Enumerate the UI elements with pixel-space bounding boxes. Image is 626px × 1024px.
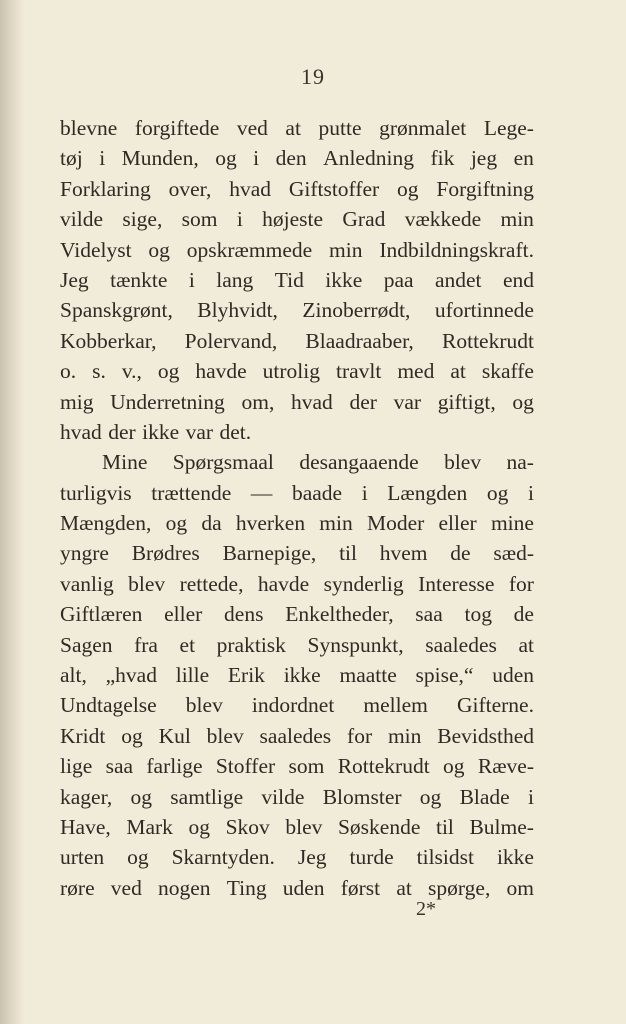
- word: da: [201, 511, 222, 536]
- word: spise,“: [415, 663, 474, 688]
- text-line: [60, 417, 534, 447]
- word: hvad: [60, 419, 102, 444]
- word: Stoffer: [215, 754, 276, 779]
- word: Rottekrudt: [442, 328, 534, 353]
- word: utrolig: [262, 359, 321, 384]
- word: tilsidst: [416, 845, 474, 870]
- word: og: [148, 237, 170, 262]
- word: i: [527, 784, 534, 809]
- text-line: [60, 508, 534, 538]
- word: hvad: [229, 176, 271, 201]
- word: lige: [60, 754, 93, 779]
- word: i: [253, 146, 260, 171]
- word: end: [502, 267, 534, 292]
- word: urten: [60, 845, 105, 870]
- word: blev: [444, 450, 482, 475]
- word: ufortinnede: [434, 298, 534, 323]
- word: med: [397, 359, 435, 384]
- word: yngre: [60, 541, 109, 566]
- text-line: [60, 113, 534, 143]
- word: Grad: [342, 207, 386, 232]
- word: turligvis: [60, 480, 132, 505]
- word: min: [329, 237, 363, 262]
- word: og: [157, 359, 180, 384]
- word: forgiftede: [134, 116, 220, 140]
- word: mellem: [363, 693, 428, 718]
- word: Blade: [459, 784, 510, 809]
- text-line: [60, 812, 534, 842]
- word: og: [165, 511, 188, 536]
- word: i: [528, 480, 534, 505]
- word: og: [127, 845, 149, 870]
- word: og: [215, 146, 237, 171]
- word: Jeg: [60, 267, 89, 292]
- word: Spanskgrønt,: [60, 298, 173, 323]
- word: andet: [434, 267, 482, 292]
- word: fik: [430, 146, 455, 171]
- word: saa: [415, 602, 443, 627]
- word: Blomster: [322, 784, 402, 809]
- word: i: [236, 207, 243, 232]
- word: der: [349, 389, 377, 414]
- word: paa: [383, 267, 414, 292]
- word: Forklaring: [60, 176, 151, 201]
- word: og: [419, 784, 442, 809]
- word: Munden,: [121, 146, 199, 171]
- text-line: [60, 326, 534, 356]
- word: „hvad: [105, 663, 157, 688]
- word: Tid: [274, 267, 304, 292]
- word: v.,: [121, 359, 142, 384]
- word: om: [506, 875, 534, 900]
- word: dens: [224, 602, 264, 627]
- word: o.: [60, 359, 77, 384]
- text-line: [60, 265, 534, 295]
- word: jeg: [470, 146, 498, 171]
- word: til: [339, 541, 357, 566]
- word: tøj: [60, 146, 83, 171]
- word: praktisk: [216, 632, 286, 657]
- word: Ting: [226, 875, 267, 900]
- word: havde: [195, 359, 247, 384]
- word: ikke: [142, 419, 180, 444]
- text-line: [60, 721, 534, 751]
- word: Videlyst: [60, 237, 132, 262]
- word: Skov: [225, 814, 270, 839]
- word: en: [513, 146, 534, 171]
- word: at: [450, 359, 466, 384]
- word: min: [500, 207, 534, 232]
- word: Undtagelse: [60, 693, 157, 718]
- word: saaledes: [425, 632, 497, 657]
- word: Længden: [387, 480, 468, 505]
- word: vanlig: [60, 571, 114, 596]
- word: spørge,: [428, 875, 491, 900]
- word: mine: [490, 511, 534, 536]
- word: først: [340, 875, 381, 900]
- text-line: [60, 143, 534, 173]
- word: det.: [219, 419, 252, 444]
- word: de: [513, 602, 534, 627]
- text-line: [60, 538, 534, 568]
- word: sige,: [122, 207, 163, 232]
- word: Kridt: [60, 723, 106, 748]
- word: ikke: [283, 663, 321, 688]
- word: og: [512, 389, 534, 414]
- word: Zinoberrødt,: [302, 298, 411, 323]
- word: maatte: [339, 663, 397, 688]
- word: og: [188, 814, 210, 839]
- word: i: [188, 267, 195, 292]
- word: tog: [464, 602, 492, 627]
- text-line: [60, 842, 534, 872]
- word: Mark: [126, 814, 173, 839]
- word: saa: [105, 754, 134, 779]
- word: ikke: [325, 267, 363, 292]
- word: lang: [216, 267, 254, 292]
- word: samtlige: [170, 784, 244, 809]
- text-line: [60, 356, 534, 386]
- word: travlt: [335, 359, 382, 384]
- word: rettede,: [179, 571, 244, 596]
- word: putte: [318, 116, 362, 140]
- word: hvem: [379, 541, 428, 566]
- word: Synspunkt,: [307, 632, 404, 657]
- word: trættende: [151, 480, 232, 505]
- word: Brødres: [131, 541, 200, 566]
- word: farlige: [146, 754, 203, 779]
- word: Polervand,: [184, 328, 278, 353]
- word: blev: [285, 814, 323, 839]
- word: ikke: [496, 845, 534, 870]
- word: fra: [134, 632, 158, 657]
- word: ved: [236, 116, 268, 140]
- word: synderlig: [323, 571, 404, 596]
- word: vækkede: [404, 207, 482, 232]
- word: giftigt,: [437, 389, 496, 414]
- word: s.: [92, 359, 106, 384]
- word: eller: [164, 602, 203, 627]
- word: Bevidsthed: [437, 723, 534, 748]
- word: —: [250, 480, 273, 505]
- word: vilde: [60, 207, 103, 232]
- word: mig: [60, 389, 94, 414]
- word: Spørgsmaal: [172, 450, 274, 475]
- word: i: [99, 146, 106, 171]
- word: lille: [175, 663, 210, 688]
- word: om,: [241, 389, 275, 414]
- word: Have,: [60, 814, 111, 839]
- text-line: [60, 690, 534, 720]
- word: og: [130, 784, 153, 809]
- word: hverken: [235, 511, 306, 536]
- word: Anledning: [323, 146, 414, 171]
- word: Søskende: [337, 814, 421, 839]
- word: og: [121, 723, 143, 748]
- word: Bulme-: [469, 814, 534, 839]
- word: turde: [349, 845, 394, 870]
- word: og: [443, 754, 465, 779]
- word: at: [518, 632, 534, 657]
- word: grønmalet: [379, 116, 467, 140]
- word: desangaaende: [299, 450, 419, 475]
- word: saaledes: [259, 723, 332, 748]
- word: Mine: [102, 450, 148, 475]
- word: Kul: [158, 723, 191, 748]
- word: opskræmmede: [186, 237, 313, 262]
- word: og: [397, 176, 419, 201]
- text-line: [60, 873, 534, 903]
- word: Giftlæren: [60, 602, 143, 627]
- text-line: [60, 660, 534, 690]
- word: Blyhvidt,: [197, 298, 278, 323]
- word: og: [486, 480, 509, 505]
- word: Interesse: [418, 571, 495, 596]
- word: Gifterne.: [456, 693, 534, 718]
- word: de: [450, 541, 471, 566]
- word: vilde: [261, 784, 305, 809]
- word: røre: [60, 875, 95, 900]
- word: kager,: [60, 784, 113, 809]
- word: et: [179, 632, 196, 657]
- word: Rottekrudt: [337, 754, 430, 779]
- word: Enkeltheder,: [285, 602, 394, 627]
- text-line: [60, 447, 534, 477]
- word: uden: [282, 875, 325, 900]
- word: indordnet: [251, 693, 335, 718]
- word: ved: [110, 875, 142, 900]
- text-line: [60, 630, 534, 660]
- page-number: 19: [301, 64, 325, 89]
- word: Sagen: [60, 632, 113, 657]
- word: baade: [291, 480, 343, 505]
- word: Kobberkar,: [60, 328, 157, 353]
- word: højeste: [262, 207, 324, 232]
- word: blev: [206, 723, 244, 748]
- word: var: [393, 389, 422, 414]
- word: for: [508, 571, 534, 596]
- word: som: [288, 754, 325, 779]
- word: over,: [168, 176, 212, 201]
- word: i: [361, 480, 368, 505]
- text-line: [60, 235, 534, 265]
- text-line: [60, 204, 534, 234]
- word: at: [285, 116, 301, 140]
- word: Giftstoffer: [288, 176, 380, 201]
- word: som: [181, 207, 218, 232]
- word: at: [396, 875, 412, 900]
- text-line: [60, 295, 534, 325]
- word: tænkte: [110, 267, 168, 292]
- body-text: [60, 113, 534, 903]
- word: hvad: [291, 389, 333, 414]
- word: Skarntyden.: [171, 845, 275, 870]
- word: til: [435, 814, 454, 839]
- word: Indbildningskraft.: [379, 237, 534, 262]
- word: Mængden,: [60, 511, 152, 536]
- word: Barnepige,: [222, 541, 317, 566]
- text-line: [60, 569, 534, 599]
- binding-shadow: [0, 0, 24, 1024]
- text-line: [60, 751, 534, 781]
- word: blev: [128, 571, 166, 596]
- word: eller: [438, 511, 477, 536]
- word: for: [347, 723, 373, 748]
- word: Moder: [366, 511, 425, 536]
- word: min: [319, 511, 353, 536]
- signature-mark: 2*: [416, 898, 436, 920]
- text-line: [60, 387, 534, 417]
- word: uden: [492, 663, 534, 688]
- word: min: [387, 723, 422, 748]
- word: Underretning: [110, 389, 225, 414]
- word: Forgiftning: [436, 176, 534, 201]
- word: alt,: [60, 663, 87, 688]
- word: Erik: [227, 663, 265, 688]
- word: Blaadraaber,: [305, 328, 414, 353]
- word: der: [108, 419, 136, 444]
- word: blev: [185, 693, 223, 718]
- text-line: [60, 174, 534, 204]
- text-line: [60, 782, 534, 812]
- word: na-: [506, 450, 534, 475]
- text-line: [60, 599, 534, 629]
- text-line: [60, 478, 534, 508]
- word: Jeg: [297, 845, 327, 870]
- word: blevne: [60, 116, 118, 140]
- word: skaffe: [481, 359, 534, 384]
- word: sæd-: [493, 541, 534, 566]
- word: nogen: [158, 875, 211, 900]
- word: Lege-: [483, 116, 534, 140]
- word: den: [275, 146, 307, 171]
- word: Ræve-: [477, 754, 534, 779]
- word: havde: [257, 571, 310, 596]
- word: var: [185, 419, 214, 444]
